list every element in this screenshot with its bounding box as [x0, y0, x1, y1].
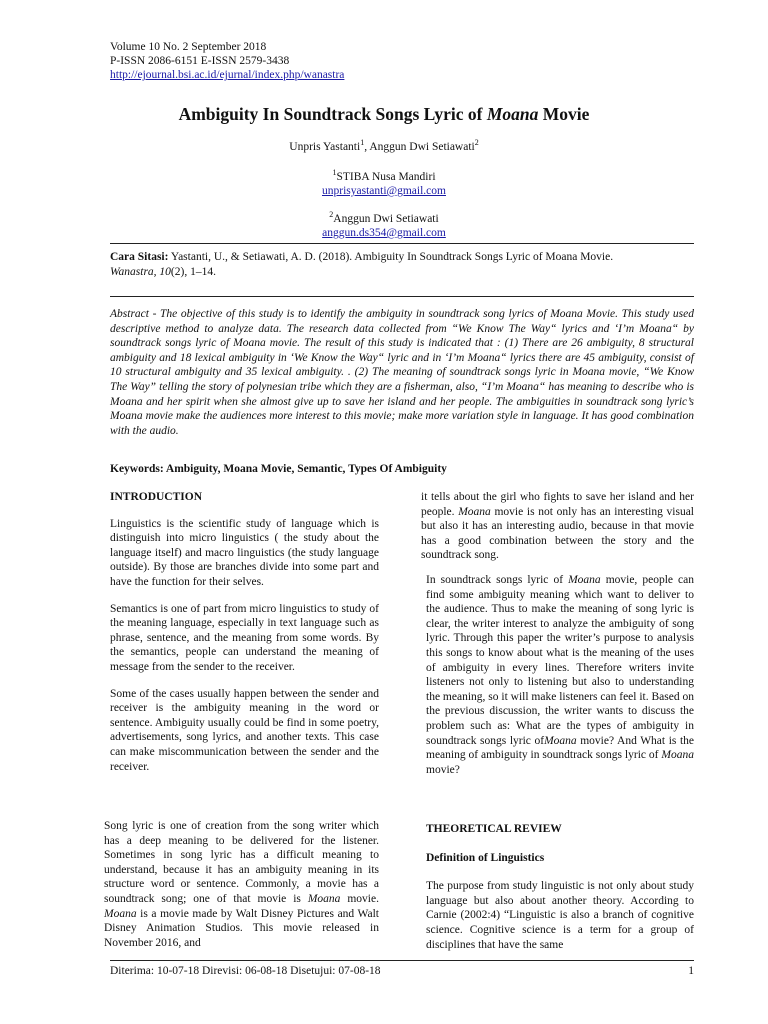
- p4-part-c: movie.: [340, 892, 379, 905]
- keywords: Keywords: Ambiguity, Moana Movie, Semantic, Types Of Ambiguity: [110, 463, 447, 475]
- rp1-part-c: movie is not only has an interesting visual but also it has an interesting audio, because in that movie has a good combination between the story and the soundtrack song.: [421, 505, 694, 562]
- affiliation-1-sup: 1: [332, 168, 337, 177]
- citation-top-rule: [110, 243, 694, 244]
- rp2-moana-3: Moana: [661, 749, 694, 762]
- left-column-continued: [104, 819, 379, 962]
- title-pre: Ambiguity In Soundtrack Songs Lyric of: [178, 104, 487, 124]
- author-1-sup: 1: [360, 138, 365, 147]
- journal-url-link[interactable]: http://ejournal.bsi.ac.id/ejurnal/index.php/wanastra: [110, 69, 345, 81]
- rp2-part-g: movie?: [426, 763, 460, 776]
- citation-text: Yastanti, U., & Setiawati, A. D. (2018). Ambiguity In Soundtrack Songs Lyric of Moana Movie.: [168, 251, 614, 263]
- rp1-moana: Moana: [458, 505, 491, 518]
- rp1-part-a: it tells about the girl who fights to save her island and her people.: [421, 491, 694, 518]
- citation-journal: Wanastra: [110, 266, 154, 278]
- author-2: Anggun Dwi Setiawati: [369, 140, 475, 153]
- affiliation-2-name: Anggun Dwi Setiawati: [333, 212, 439, 225]
- page-footer: [110, 965, 694, 977]
- p4-moana-2: Moana: [104, 907, 137, 920]
- author-sep: ,: [364, 140, 370, 153]
- volume-info: Volume 10 No. 2 September 2018: [110, 41, 267, 53]
- theoretical-review-heading: THEORETICAL REVIEW: [426, 823, 562, 835]
- author-2-sup: 2: [474, 138, 479, 147]
- left-column: [110, 490, 379, 786]
- citation-bottom-rule: [110, 296, 694, 297]
- journal-header: [110, 40, 344, 82]
- right-paragraph-2: [426, 573, 694, 777]
- title-post: Movie: [538, 104, 590, 124]
- issn-info: P-ISSN 2086-6151 E-ISSN 2579-3438: [110, 55, 290, 67]
- title-italic: Moana: [486, 104, 539, 124]
- page-number: 1: [688, 965, 694, 977]
- p4-moana-1: Moana: [307, 892, 341, 905]
- affiliation-1-email-link[interactable]: unprisyastanti@gmail.com: [322, 184, 446, 197]
- introduction-heading: INTRODUCTION: [110, 491, 203, 503]
- right-column: [421, 490, 694, 575]
- rp2-moana-2: Moana: [544, 734, 577, 747]
- citation-label: Cara Sitasi:: [110, 251, 169, 263]
- intro-paragraph-2: Semantics is one of part from micro linguistics to study of the meaning language, especially in text language such as phrase, sentence, and the meaning from some words. By the semantics, people can understand the meaning of message from the sender to the receiver.: [110, 602, 379, 673]
- intro-paragraph-4: [104, 819, 379, 950]
- definition-linguistics-heading: Definition of Linguistics: [426, 851, 545, 864]
- intro-paragraph-1: Linguistics is the scientific study of language which is distinguish into micro linguistics ( the study about the language itself) and macro linguistics (the study language outside). By those are branches divide into some part and have the function for their selves.: [110, 517, 379, 588]
- citation-rest: (2), 1–14.: [170, 266, 216, 278]
- p4-part-e: is a movie made by Walt Disney Pictures and Walt Disney Animation Studios. This movie released in November 2016, and: [104, 907, 379, 949]
- rp2-part-a: In soundtrack songs lyric of: [426, 574, 569, 586]
- abstract: Abstract - The objective of this study is to identify the ambiguity in soundtrack song lyrics of Moana Movie. This study used descriptive method to analyze data. The research data collected from “We Know The Way“ lyrics and ‘I’m Moana“ by soundtrack songs lyric of Moana movie. The result of this study is indicated that : (1) There are 26 ambiguity, 8 structural ambiguity and 18 lexical ambiguity in ‘We Know the Way“ lyric and in ‘I’m Moana“ lyrics there are 45 ambiguity, consist of 10 structural ambiguity and 35 lexical ambiguity. . (2) The meaning of soundtrack songs lyric in Moana movie, “We Know The Way” telling the story of polynesian tribe which they are a fisherman, also, “I’m Moana“ has meaning to describe who is Moana and her spirit when she almost give up to save her island and her people. The ambiguities in soundtrack song lyric’s Moana movie make the audiences more interest to this movie; make more variation style in language. It has good combination with the audio.: [110, 308, 694, 437]
- affiliation-1: [0, 166, 768, 198]
- affiliation-2-sup: 2: [329, 210, 334, 219]
- rp2-part-c: movie, people can find some ambiguity meaning which want to deliver to the audience. Thus to make the meaning of song lyric is clear, the writer interest to analyze the ambiguity of song lyric. Through this paper the writer’s purpose to analysis this songs to know about what is the meaning of the uses of ambiguity in every lines. Therefore writers invite listeners not only to listening but also to understanding the meaning, so it will make listeners can feel it. Based on the previous discussion, the writer wants to discuss the problem such as: What are the types of ambiguity in soundtrack songs lyric of: [426, 574, 694, 747]
- right-column-paragraph-2: [426, 573, 694, 789]
- citation-volume: , 10: [153, 266, 171, 278]
- paper-title: [0, 104, 768, 125]
- intro-paragraph-3: Some of the cases usually happen between the sender and receiver is the ambiguity meaning in the word or sentence. Ambiguity usually could be find in some poetry, advertisements, song lyrics, and another texts. This case can make miscommunication between the sender and the receiver.: [110, 687, 379, 773]
- p4-part-a: Song lyric is one of creation from the song writer which has a deep meaning to be delivered for the listener. Sometimes in song lyric has a difficult meaning to understand, because it has an ambiguity meaning in its structure word or sentence. Commonly, a movie has a soundtrack song; one of that movie is: [104, 820, 379, 905]
- affiliation-2-email-link[interactable]: anggun.ds354@gmail.com: [322, 226, 446, 239]
- footer-dates: Diterima: 10-07-18 Direvisi: 06-08-18 Disetujui: 07-08-18: [110, 965, 381, 977]
- rp2-part-e: movie? And What is the meaning of ambiguity in soundtrack songs lyric of: [426, 734, 694, 762]
- affiliation-2: [0, 208, 768, 240]
- author-1: Unpris Yastanti: [289, 140, 361, 153]
- rp2-moana-1: Moana: [568, 574, 601, 586]
- right-column-theory: [426, 822, 694, 964]
- author-list: [0, 138, 768, 153]
- right-paragraph-1: [421, 490, 694, 563]
- footer-rule: [110, 960, 694, 961]
- affiliation-1-name: STIBA Nusa Mandiri: [336, 170, 436, 183]
- citation-block: [110, 250, 694, 280]
- right-paragraph-3: The purpose from study linguistic is not only about study language but also about another theory. According to Carnie (2002:4) “Linguistic is also a branch of cognitive science. Cognitive science is a term for a group of disciplines that have the same: [426, 880, 694, 951]
